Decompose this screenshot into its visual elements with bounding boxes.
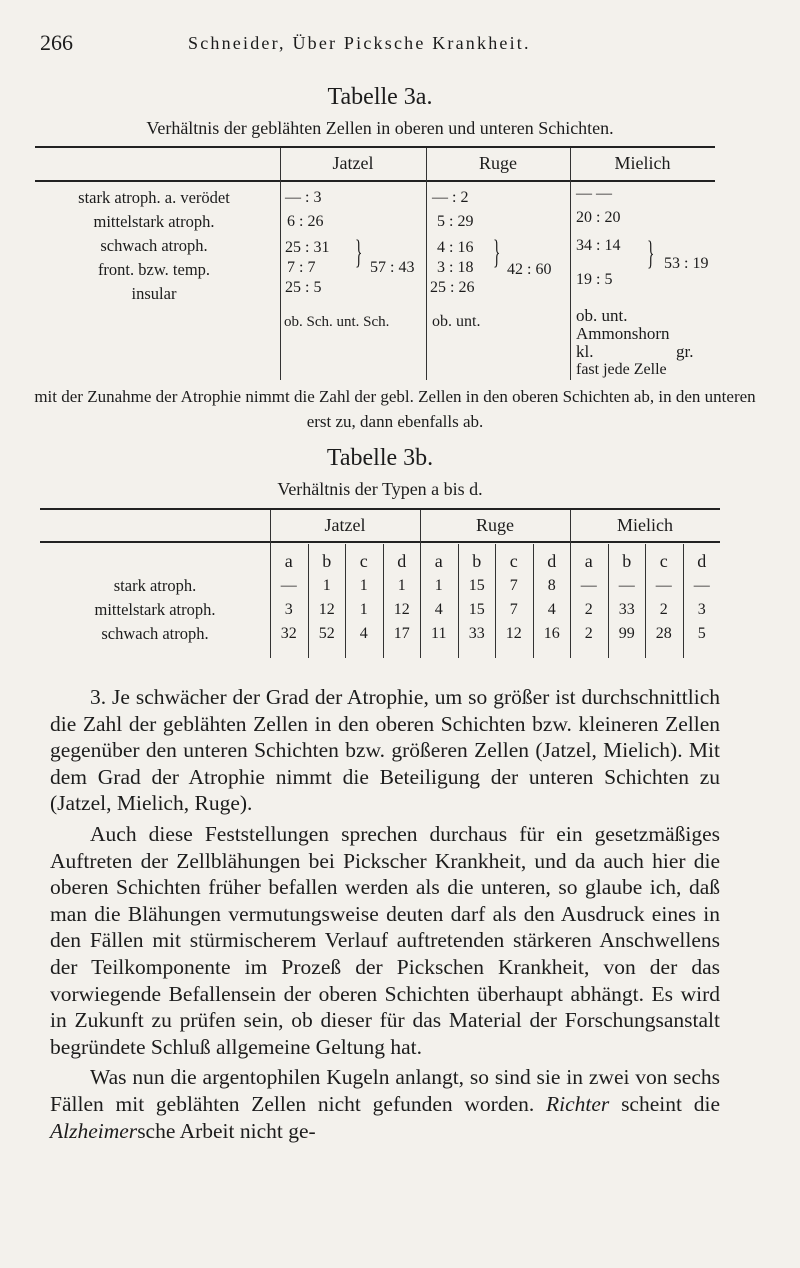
table-cell: 15: [468, 601, 485, 618]
mielich-cell: 34 : 14: [576, 237, 621, 254]
table-cell: —: [280, 577, 297, 594]
paragraph-text: scheint die: [609, 1091, 720, 1116]
paragraph: 3. Je schwächer der Grad der Atrophie, um so größer ist durchschnittlich die Zahl der geblähten Zellen in den oberen Schichten bzw. kleineren Zellen gegenüber den unteren Schichten bzw. größeren Zellen (Jatzel, Mielich). Mit dem Grad der Atrophie nimmt die Beteiligung der unteren Schichten zu (Jatzel, Mielich, Ruge).: [50, 685, 720, 816]
page-number: 266: [40, 30, 73, 55]
row-label: mittelstark atroph.: [94, 600, 216, 619]
table-cell: 99: [618, 625, 635, 642]
table-cell: 4: [434, 601, 443, 618]
table-cell: 8: [547, 577, 556, 594]
table-cell: 11: [431, 625, 447, 642]
jatzel-sum: 57 : 43: [370, 259, 415, 276]
table-cell: —: [693, 577, 710, 594]
table-cell: —: [618, 577, 635, 594]
brace-icon: }: [647, 235, 655, 272]
table-cell: 16: [543, 625, 560, 642]
table-cell: 12: [318, 601, 335, 618]
table-cell: 1: [397, 577, 406, 594]
subcol-header: c: [509, 551, 518, 571]
mielich-cell: 19 : 5: [576, 271, 613, 288]
table-3b-header-rule: [40, 541, 720, 543]
table-cell: 33: [468, 625, 485, 642]
table-cell: 52: [318, 625, 335, 642]
mielich-sum: 53 : 19: [664, 255, 709, 272]
table-cell: —: [580, 577, 597, 594]
running-title: Schneider, Über Pickschе Krankheit.: [188, 33, 531, 53]
table-3b-top-rule: [40, 508, 720, 510]
table-3a-title: Tabelle 3a.: [327, 84, 433, 110]
table-3b-title: Tabelle 3b.: [326, 445, 434, 471]
table-cell: 17: [393, 625, 410, 642]
table-cell: 2: [584, 625, 593, 642]
subcol-header: b: [322, 551, 332, 571]
paragraph-text: Was nun die argentophilen Kugeln anlangt, so sind sie in zwei von sechs Fällen mit geblähten Zellen nicht gefunden worden.: [50, 1065, 720, 1116]
ruge-cell: 4 : 16: [437, 239, 474, 256]
table-cell: 33: [618, 601, 635, 618]
paragraph-text: sche Arbeit nicht ge-: [137, 1118, 316, 1143]
table-3a-note: mit der Zunahme der Atrophie nimmt die Zahl der gebl. Zellen in den oberen Schichten ab, in den unteren erst zu, dann ebenfalls ab.: [34, 387, 756, 431]
col-header-mielich: Mielich: [617, 515, 673, 535]
table-cell: 1: [434, 577, 443, 594]
jatzel-cell: 25 : 31: [285, 239, 330, 256]
brace-icon: }: [355, 234, 363, 271]
table-cell: 7: [509, 577, 518, 594]
table-cell: 15: [468, 577, 485, 594]
mielich-legend: Ammonshorn: [576, 324, 670, 343]
subcol-header: b: [472, 551, 482, 571]
subcol-header: b: [622, 551, 632, 571]
table-cell: 7: [509, 601, 518, 618]
table-cell: 3: [697, 601, 706, 618]
ruge-cell: 25 : 26: [430, 279, 475, 296]
paragraph: [50, 1064, 720, 1144]
subcol-header: c: [359, 551, 368, 571]
ruge-sum: 42 : 60: [507, 261, 552, 278]
table-cell: 1: [359, 601, 368, 618]
table-cell: 12: [505, 625, 522, 642]
row-label: front. bzw. temp.: [97, 260, 211, 279]
subcol-header: a: [584, 551, 593, 571]
col-header-ruge: Ruge: [479, 153, 517, 173]
row-label: insular: [131, 284, 177, 303]
mielich-cell: 20 : 20: [576, 209, 621, 226]
table-cell: 4: [547, 601, 556, 618]
mielich-legend: kl.: [576, 342, 594, 361]
table-cell: 4: [359, 625, 368, 642]
subcol-header: d: [547, 551, 557, 571]
mielich-cell: — —: [576, 185, 612, 202]
jatzel-cell: 6 : 26: [287, 213, 324, 230]
row-label: schwach atroph.: [100, 236, 208, 255]
subcol-header: a: [434, 551, 443, 571]
mielich-legend: ob. unt.: [576, 306, 628, 325]
jatzel-cell: — : 3: [285, 189, 322, 206]
ruge-cell: — : 2: [432, 189, 469, 206]
table-cell: 1: [359, 577, 368, 594]
mielich-legend: fast jede Zelle: [576, 361, 667, 378]
jatzel-legend: ob. Sch. unt. Sch.: [284, 314, 390, 330]
table-cell: —: [655, 577, 672, 594]
brace-icon: }: [493, 234, 501, 271]
col-header-jatzel: Jatzel: [324, 515, 366, 535]
table-cell: 2: [584, 601, 593, 618]
author-name: Richter: [546, 1091, 610, 1116]
subcol-header: a: [284, 551, 293, 571]
author-name: Alzheimer: [50, 1118, 138, 1143]
col-header-ruge: Ruge: [476, 515, 514, 535]
jatzel-cell: 25 : 5: [285, 279, 322, 296]
subcol-header: d: [697, 551, 707, 571]
body-text: [50, 684, 720, 1144]
table-cell: 3: [284, 601, 293, 618]
subcol-header: c: [659, 551, 668, 571]
row-label: stark atroph.: [113, 576, 197, 595]
table-cell: 32: [280, 625, 297, 642]
table-cell: 2: [659, 601, 668, 618]
table-cell: 1: [322, 577, 331, 594]
table-cell: 28: [655, 625, 672, 642]
ruge-legend: ob. unt.: [432, 313, 481, 330]
ruge-cell: 5 : 29: [437, 213, 474, 230]
row-label: mittelstark atroph.: [93, 212, 215, 231]
mielich-legend: gr.: [676, 342, 694, 361]
table-cell: 12: [393, 601, 410, 618]
jatzel-cell: 7 : 7: [287, 259, 316, 276]
ruge-cell: 3 : 18: [437, 259, 474, 276]
table-cell: 5: [697, 625, 706, 642]
row-label: stark atroph. a. verödet: [78, 188, 230, 207]
subcol-header: d: [397, 551, 407, 571]
paragraph: Auch diese Feststellungen sprechen durchaus für ein gesetzmäßiges Auftreten der Zellblähungen bei Pickscher Krankheit, und da auch hier die oberen Schichten früher befallen werden als die unteren, so glaube ich, daß man die Blähungen vermutungsweise deuten darf als den Ausdruck eines in den Fällen mit stürmischerem Verlauf auftretenden stärkeren Anschwellens der Teilkomponente im Prozeß der Pickschen Krankheit, von der das vorwiegende Befallensein der oberen Schichten überhaupt abhängt. Es wird in Zukunft zu prüfen sein, ob dieser für das Material der Forschungsanstalt begründete Schluß allgemeine Geltung hat.: [50, 821, 720, 1059]
table-3a-caption: Verhältnis der geblähten Zellen in oberen und unteren Schichten.: [146, 118, 614, 138]
row-label: schwach atroph.: [101, 624, 209, 643]
table-3b-caption: Verhältnis der Typen a bis d.: [277, 479, 483, 499]
col-header-jatzel: Jatzel: [332, 153, 374, 173]
col-header-mielich: Mielich: [614, 153, 671, 173]
